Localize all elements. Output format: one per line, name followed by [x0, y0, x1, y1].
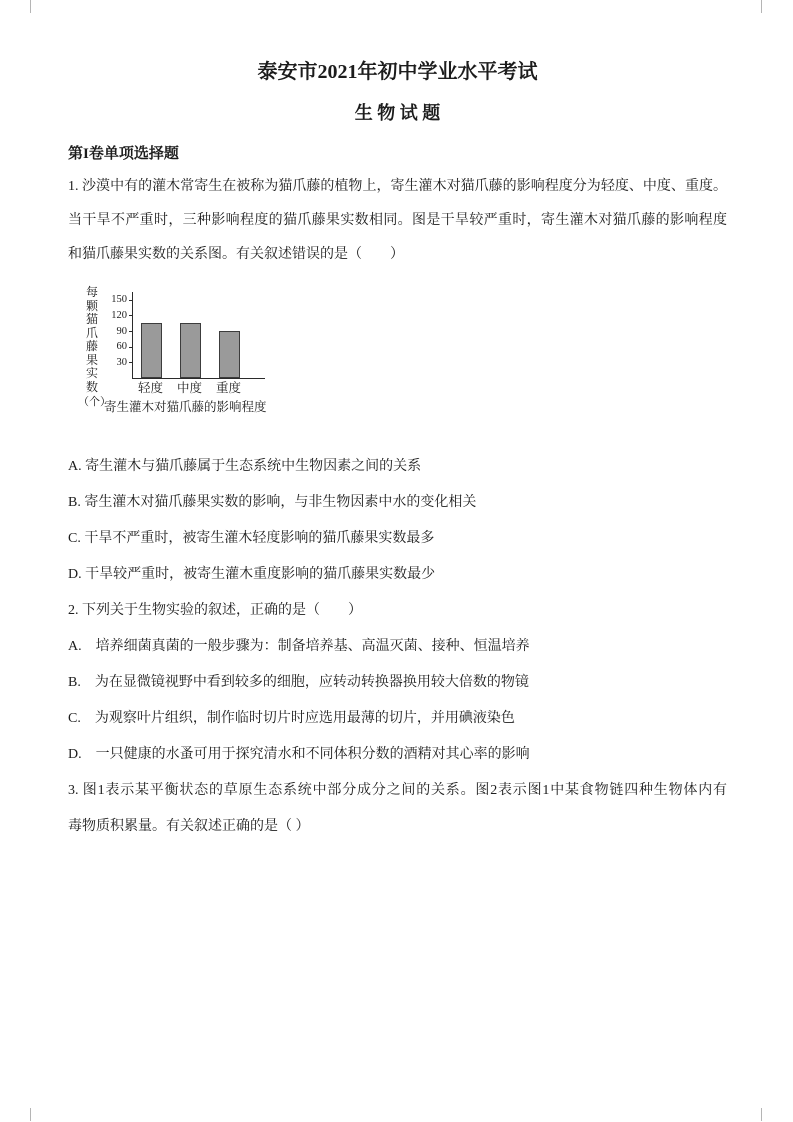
y-axis-label-char: 实 — [85, 366, 98, 380]
section-header: 第I卷单项选择题 — [68, 146, 179, 162]
doc-title: 泰安市2021年初中学业水平考试 — [257, 61, 538, 83]
y-tick-label: 60 — [116, 341, 127, 353]
chart-plot-area — [111, 292, 265, 379]
q2-option-c: C. 为观察叶片组织，制作临时切片时应选用最薄的切片，并用碘液染色 — [68, 711, 515, 726]
q1-option-d: D. 干旱较严重时，被寄生灌木重度影响的猫爪藤果实数最少 — [68, 567, 436, 582]
y-tick-mark — [129, 300, 133, 301]
crop-mark-top-left — [30, 0, 31, 13]
bar — [141, 323, 162, 378]
q1-stem-line-2: 当干旱不严重时，三种影响程度的猫爪藤果实数相同。图是干旱较严重时，寄生灌木对猫爪藤的影响程度 — [68, 213, 727, 228]
x-category-label: 轻度 — [137, 381, 163, 395]
y-axis-label-char: 颗 — [85, 298, 98, 313]
q2-option-d: D. 一只健康的水蚤可用于探究清水和不同体积分数的酒精对其心率的影响 — [68, 747, 530, 762]
q2-stem: 2. 下列关于生物实验的叙述，正确的是（ ） — [68, 603, 362, 618]
bar — [219, 331, 240, 378]
y-axis-label-char: 藤 — [85, 339, 98, 353]
y-tick-mark — [129, 315, 133, 316]
y-tick-label: 90 — [116, 325, 127, 337]
chart-y-axis-label — [78, 285, 111, 410]
chart-plot-wrap — [104, 284, 304, 415]
q1-stem-line-3: 和猫爪藤果实数的关系图。有关叙述错误的是（ ） — [68, 247, 404, 262]
q2-option-b: B. 为在显微镜视野中看到较多的细胞，应转动转换器换用较大倍数的物镜 — [68, 675, 529, 690]
y-tick-label: 150 — [111, 294, 127, 306]
y-axis-unit: （个） — [78, 396, 111, 408]
q1-bar-chart — [78, 284, 727, 415]
y-tick-mark — [129, 362, 133, 363]
bar — [180, 323, 201, 378]
crop-mark-top-right — [761, 0, 762, 13]
y-axis-label-char: 爪 — [85, 325, 98, 340]
y-axis-label-char: 数 — [85, 379, 98, 394]
q1-option-c: C. 干旱不严重时，被寄生灌木轻度影响的猫爪藤果实数最多 — [68, 531, 435, 546]
chart-x-categories — [131, 381, 304, 396]
q1-stem-line-1: 1. 沙漠中有的灌木常寄生在被称为猫爪藤的植物上，寄生灌木对猫爪藤的影响程度分为轻度、中度、重度。 — [68, 179, 727, 194]
y-axis-label-char: 猫 — [85, 312, 98, 326]
x-category-label: 中度 — [176, 381, 202, 395]
y-tick-label: 120 — [111, 309, 127, 321]
q1-option-a: A. 寄生灌木与猫爪藤属于生态系统中生物因素之间的关系 — [68, 459, 422, 474]
y-tick-mark — [129, 347, 133, 348]
q3-stem-line-2: 毒物质积累量。有关叙述正确的是（ ） — [68, 819, 310, 834]
y-tick-mark — [129, 331, 133, 332]
crop-mark-bottom-left — [30, 1108, 31, 1121]
y-tick-label: 30 — [116, 356, 127, 368]
chart-x-axis-label: 寄生灌木对猫爪藤的影响程度 — [104, 400, 267, 414]
q2-option-a: A. 培养细菌真菌的一般步骤为：制备培养基、高温灭菌、接种、恒温培养 — [68, 639, 530, 654]
q3-stem-line-1: 3. 图1表示某平衡状态的草原生态系统中部分成分之间的关系。图2表示图1中某食物链四种生物体内有 — [68, 783, 727, 798]
y-axis-label-char: 果 — [85, 352, 98, 367]
crop-mark-bottom-right — [761, 1108, 762, 1121]
q1-option-b: B. 寄生灌木对猫爪藤果实数的影响，与非生物因素中水的变化相关 — [68, 495, 477, 510]
doc-subtitle: 生 物 试 题 — [354, 103, 441, 123]
y-axis-label-char: 每 — [85, 285, 98, 299]
x-category-label: 重度 — [215, 381, 241, 395]
